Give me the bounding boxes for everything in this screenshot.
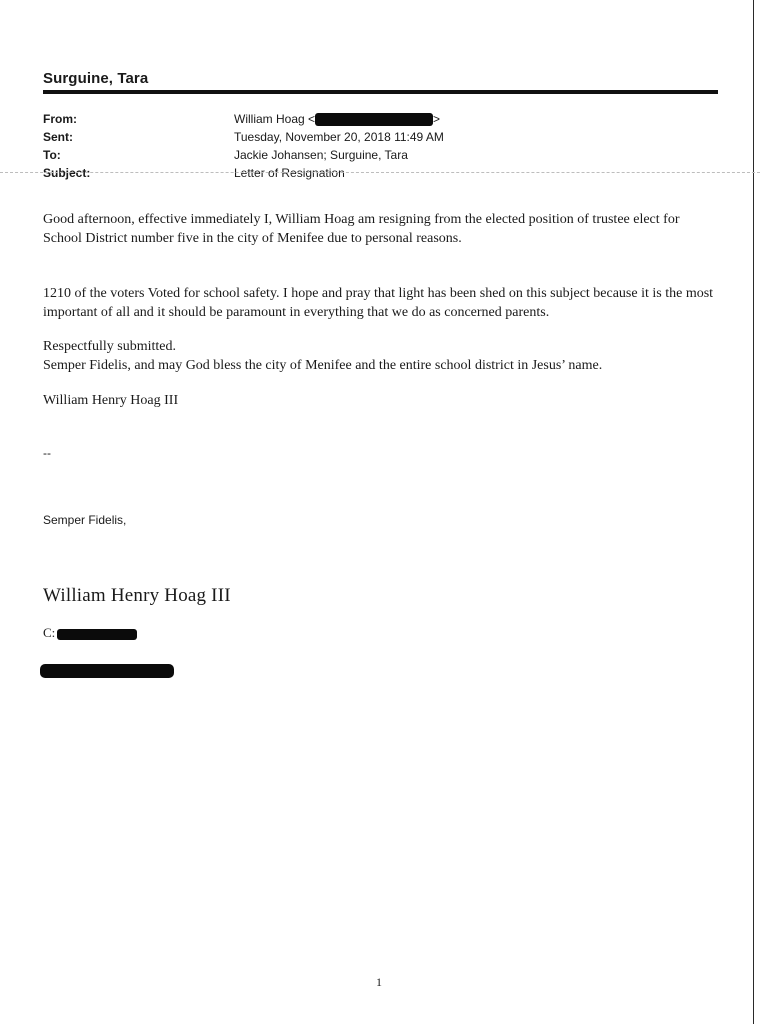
cell-prefix: C: [43,625,56,640]
page-edge [753,0,754,1024]
body-paragraph-1: Good afternoon, effective immediately I, William Hoag am resigning from the elected position of trustee elect for School District number five in the city of Menifee due to personal reasons. [43,212,680,246]
subject-label: Subject: [43,166,91,180]
subject-value: Letter of Resignation [234,166,345,180]
typed-signature: William Henry Hoag III [43,393,179,408]
signature-closing: Semper Fidelis, [43,513,127,527]
sent-value: Tuesday, November 20, 2018 11:49 AM [234,130,444,144]
title-rule [43,90,718,94]
page-number: 1 [376,975,382,989]
respectfully-line: Respectfully submitted. [43,339,176,354]
cell-phone-line [43,625,137,641]
redacted-phone-number [57,629,137,640]
body-paragraph-3 [43,337,715,375]
redacted-contact-info [40,664,174,678]
body-paragraph-2: 1210 of the voters Voted for school safety. I hope and pray that light has been shed on this subject because it is the most important of all and it should be paramount in everything that we do as concerned parents. [43,286,714,320]
to-label: To: [43,148,61,162]
from-close: > [433,112,441,126]
scan-artifact-line [0,172,760,173]
signature-name: William Henry Hoag III [43,585,231,606]
from-name: William Hoag < [234,112,316,126]
from-value [234,110,440,128]
to-value: Jackie Johansen; Surguine, Tara [234,148,408,162]
sent-label: Sent: [43,130,73,144]
signature-separator: -- [43,446,51,460]
from-label: From: [43,112,77,126]
blessing-line: Semper Fidelis, and may God bless the city of Menifee and the entire school district in Jesus’ name. [43,358,603,373]
mailbox-owner-title: Surguine, Tara [43,70,149,87]
redacted-email-address [315,113,433,126]
